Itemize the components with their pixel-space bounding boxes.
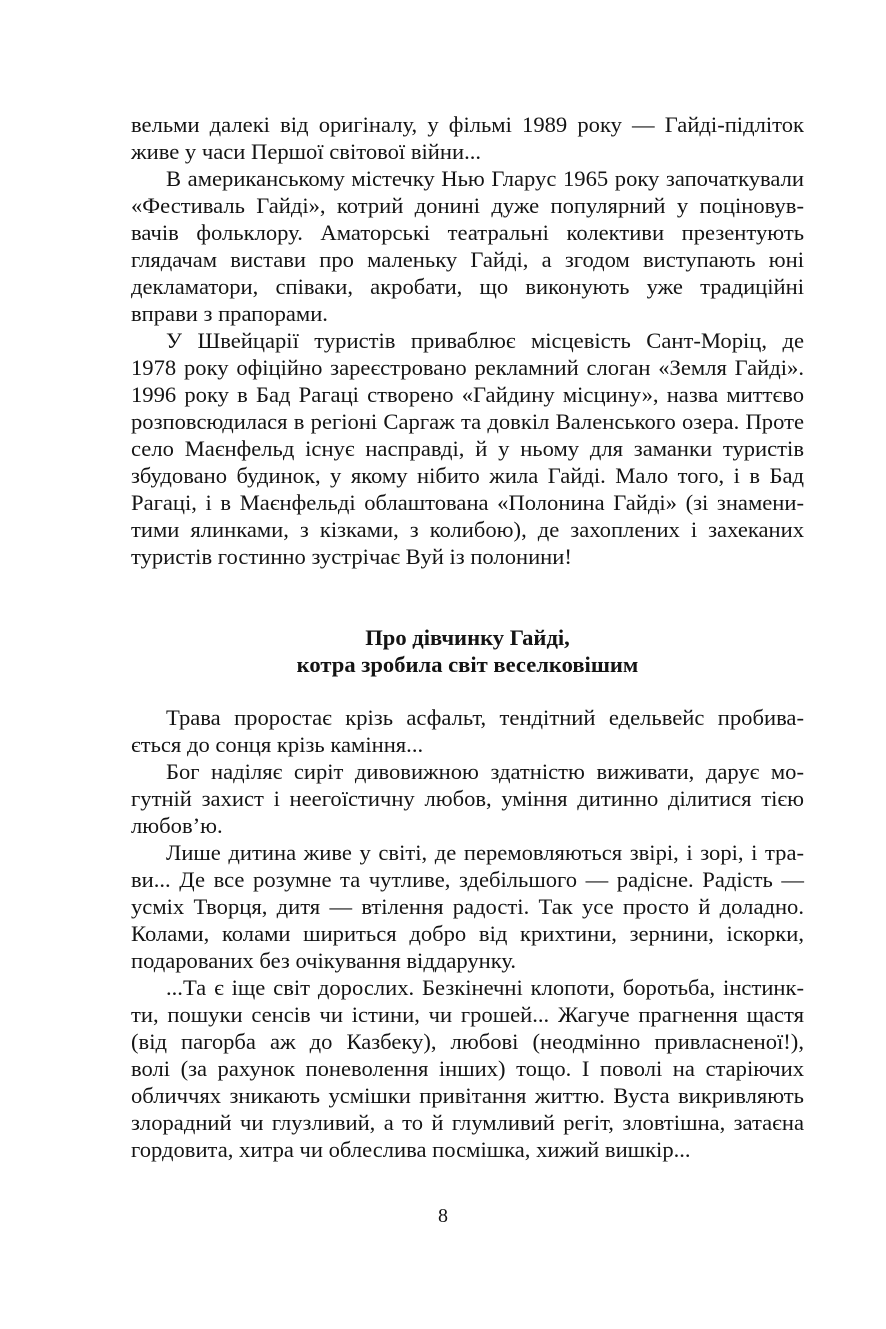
text-line: декламатори, співаки, акробати, що виконують уже традиційні: [131, 274, 804, 299]
text-line: село Маєнфельд існує насправді, й у ньому для заманки туристів: [131, 436, 804, 461]
text-line: любов’ю.: [131, 813, 223, 838]
paragraph: [131, 327, 804, 570]
text-line: «Фестиваль Гайді», котрий донині дуже популярний у поціновув-: [131, 193, 804, 218]
text-line: вправи з прапорами.: [131, 301, 328, 326]
text-line: волі (за рахунок поневолення інших) тощо. І поволі на старіючих: [131, 1056, 804, 1081]
text-line: Бог наділяє сиріт дивовижною здатністю виживати, дарує мо-: [166, 759, 804, 784]
text-line: (від пагорба аж до Казбеку), любові (неодмінно привласненої!),: [131, 1029, 804, 1054]
text-line: ви... Де все розумне та чутливе, здебільшого — радісне. Радість —: [131, 867, 804, 892]
paragraph: [131, 758, 804, 839]
text-line: гордовита, хитра чи облеслива посмішка, хижий вишкір...: [131, 1137, 691, 1162]
section-title: [131, 624, 804, 678]
text-line: усміх Творця, дитя — втілення радості. Так усе просто й доладно.: [131, 894, 804, 919]
text-line: ти, пошуки сенсів чи істини, чи грошей... Жагуче прагнення щастя: [131, 1002, 804, 1027]
text-line: Трава проростає крізь асфальт, тендітний едельвейс пробива-: [166, 705, 804, 730]
text-line: В американському містечку Нью Гларус 1965 року започаткували: [166, 166, 804, 191]
text-line: обличчях зникають усмішки привітання життю. Вуста викривляють: [131, 1083, 804, 1108]
text-line: 1978 року офіційно зареєстровано рекламний слоган «Земля Гайді».: [131, 355, 804, 380]
text-line: подарованих без очікування віддарунку.: [131, 948, 517, 973]
text-line: Лише дитина живе у світі, де перемовляються звірі, і зорі, і тра-: [166, 840, 804, 865]
paragraph: [131, 704, 804, 758]
page-number: 8: [438, 1205, 448, 1227]
text-line: ...Та є іще світ дорослих. Безкінечні клопоти, боротьба, інстинк-: [166, 975, 804, 1000]
text-line: живе у часи Першої світової війни...: [131, 139, 482, 164]
section-title-line: котра зробила світ веселковішим: [296, 652, 639, 677]
text-line: вачів фольклору. Аматорські театральні колективи презентують: [131, 220, 804, 245]
page-body: [131, 111, 804, 1163]
text-line: Рагаці, і в Маєнфельді облаштована «Полонина Гайді» (зі знамени-: [131, 490, 804, 515]
text-line: збудовано будинок, у якому нібито жила Гайді. Мало того, і в Бад: [131, 463, 804, 488]
text-line: злорадний чи глузливий, а то й глумливий регіт, зловтішна, затаєна: [131, 1110, 804, 1135]
text-line: вельми далекі від оригіналу, у фільмі 1989 року — Гайді-підліток: [131, 112, 804, 137]
section-title-line: Про дівчинку Гайді,: [365, 625, 570, 650]
text-line: тими ялинками, з кізками, з колибою), де захоплених і захеканих: [131, 517, 804, 542]
paragraph: [131, 974, 804, 1163]
text-line: У Швейцарії туристів приваблює місцевість Сант-Моріц, де: [166, 328, 804, 353]
paragraph: [131, 165, 804, 327]
paragraph: [131, 111, 804, 165]
text-line: розповсюдилася в регіоні Саргаж та довкіл Валенського озера. Проте: [131, 409, 804, 434]
text-line: ється до сонця крізь каміння...: [131, 732, 424, 757]
text-line: 1996 року в Бад Рагаці створено «Гайдину місцину», назва миттєво: [131, 382, 804, 407]
paragraph: [131, 839, 804, 974]
text-line: глядачам вистави про маленьку Гайді, а згодом виступають юні: [131, 247, 804, 272]
text-line: Колами, колами шириться добро від крихтини, зернини, іскорки,: [131, 921, 804, 946]
text-line: гутній захист і неегоїстичну любов, уміння дитинно ділитися тією: [131, 786, 804, 811]
text-line: туристів гостинно зустрічає Вуй із полонини!: [131, 544, 572, 569]
